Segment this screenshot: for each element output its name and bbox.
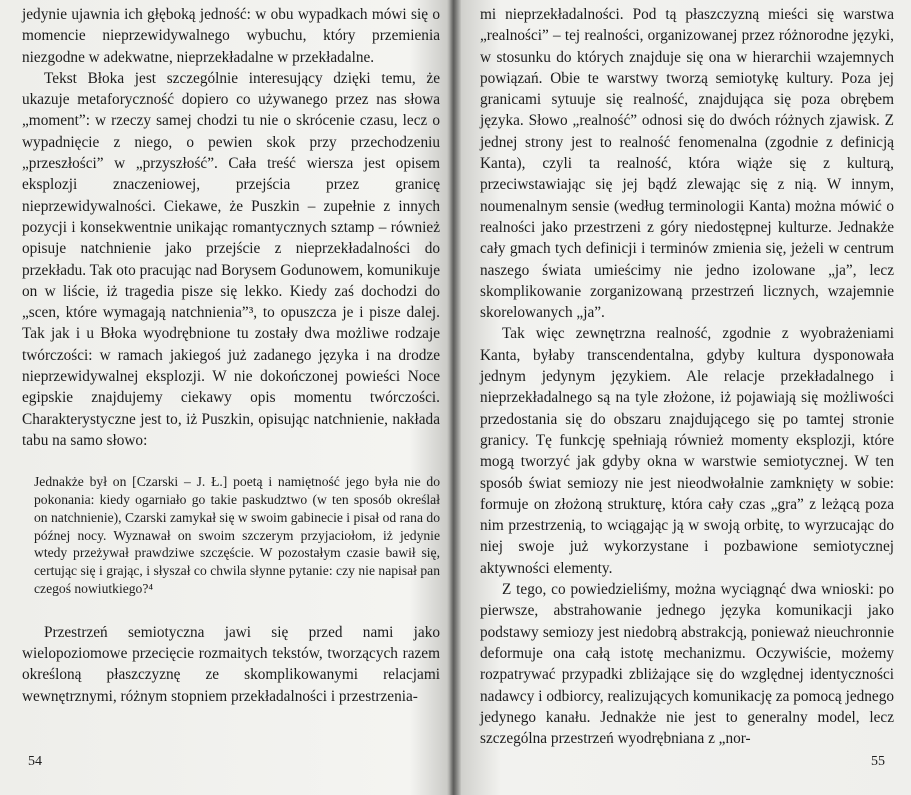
left-paragraph-2: Tekst Błoka jest szczególnie interesujący dzięki temu, że ukazuje metaforyczność dopiero co używanego przez nas słowa „moment”: w rzeczy samej chodzi tu nie o skrócenie czasu, lecz o wypadnięcie z niego, o pewien skok przy przechodzeniu „przeszłości” w „przyszłość”. Cała treść wiersza jest opisem eksplozji znaczeniowej, przejścia przez granicę nieprzewidywalności. Ciekawe, że Puszkin – zupełnie z innych pozycji i konsekwentnie unikając romantycznych sztamp – również opisuje natchnienie jako przejście z nieprzekładalności do przekładu. Tak oto pracując nad Borysem Godunowem, komunikuje on w liście, iż tragedia pisze się lekko. Kiedy zaś dochodzi do „scen, które wymagają natchnienia”³, to opuszcza je i pisze dalej. Tak jak i u Błoka wyodrębnione tu zostały dwa możliwe rodzaje twórczości: w ramach jakiegoś już zadanego języka i na drodze nieprzewidywalnej eksplozji. W nie dokończonej powieści Noce egipskie znajdujemy ciekawy opis momentu twórczości. Charakterystyczne jest to, iż Puszkin, opisując natchnienie, nakłada tabu na samo słowo: xyxy=(22,69,440,449)
right-paragraph-1: mi nieprzekładalności. Pod tą płaszczyzną mieści się warstwa „realności” – tej realności, organizowanej przez różnorodne języki, w stosunku do których znajduje się ona w hierarchii wzajemnych powiązań. Obie te warstwy tworzą semiotykę kultury. Poza jej granicami sytuuje się realność, znajdująca się poza obrębem języka. Słowo „realność” odnosi się do dwóch różnych zjawisk. Z jednej strony jest to realność fenomenalna (zgodnie z definicją Kanta), czyli ta realność, która wiąże się z kulturą, przeciwstawiając się jej bądź zlewając się z nią. W innym, noumenalnym sensie (według terminologii Kanta) można mówić o realności jako przestrzeni z góry niedostępnej kulturze. Jednakże cały gmach tych definicji i terminów zmienia się, jeżeli w centrum naszego świata umieścimy nie jedno izolowane „ja”, lecz skomplikowanie zorganizowaną przestrzeń licznych, wzajemnie skorelowanych „ja”. xyxy=(480,6,894,322)
right-page xyxy=(462,0,911,795)
left-page-text xyxy=(22,4,440,707)
right-page-number: 55 xyxy=(871,754,885,769)
right-paragraph-3: Z tego, co powiedzieliśmy, można wyciągnąć dwa wnioski: po pierwsze, abstrahowanie jednego języka komunikacji jako podstawy semiozy jest niedobrą abstrakcją, ponieważ nieuchronnie deformuje ona całą istotę mechanizmu. Oczywiście, możemy rozpatrywać przypadki zbliżające się do względnej identyczności nadawcy i odbiorcy, realizujących komunikację za pomocą jednego jedynego kanału. Jednakże nie jest to generalny model, lecz szczególna przestrzeń wyodrębniana z „nor- xyxy=(480,581,894,748)
block-quote-text: Jednakże był on [Czarski – J. Ł.] poetą i namiętność jego była nie do pokonania: kiedy ogarniało go takie paskudztwo (w ten sposób określał on natchnienie), Czarski zamykał się w swoim gabinecie i pisał od rana do późnej nocy. Wyznawał on swoim szczerym przyjaciołom, iż jedynie wtedy przeżywał prawdziwe szczęście. W pozostałym czasie bawił się, certując się i grając, i słyszał co chwila słynne pytanie: czy nie napisał pan czegoś nowiutkiego?⁴ xyxy=(34,474,440,597)
left-paragraph-3: Przestrzeń semiotyczna jawi się przed nami jako wielopoziomowe przecięcie rozmaitych tekstów, tworzących razem określoną płaszczyznę ze skomplikowanymi relacjami wewnętrznymi, różnym stopniem przekładalności i przestrzenia- xyxy=(22,623,440,705)
block-quote xyxy=(34,473,440,598)
right-page-text xyxy=(480,4,894,749)
left-page-number: 54 xyxy=(28,754,42,769)
right-paragraph-2: Tak więc zewnętrzna realność, zgodnie z wyobrażeniami Kanta, byłaby transcendentalna, gdyby kultura dysponowała jednym jedynym językiem. Ale relacje przekładalnego i nieprzekładalnego są na tyle złożone, iż pojawiają się możliwości przedostania się do obszaru znajdującego się po tamtej stronie granicy. Tę funkcję spełniają również momenty eksplozji, które mogą tworzyć jak gdyby okna w warstwie semiotycznej. W ten sposób świat semiozy nie jest nieodwołalnie zamknięty w sobie: formuje on złożoną strukturę, która cały czas „gra” z leżącą poza nim przestrzenią, to wciągając ją w swoją orbitę, to wyrzucając do niej swoje już wykorzystane i pozbawione semiotycznej aktywności elementy. xyxy=(480,325,894,577)
left-page xyxy=(0,0,448,795)
left-paragraph-1: jedynie ujawnia ich głęboką jedność: w obu wypadkach mówi się o momencie nieprzewidywalnego wybuchu, który przemienia niezgodne w adekwatne, nieprzekładalne w przekładalne. xyxy=(22,6,440,66)
book-gutter xyxy=(447,0,461,795)
